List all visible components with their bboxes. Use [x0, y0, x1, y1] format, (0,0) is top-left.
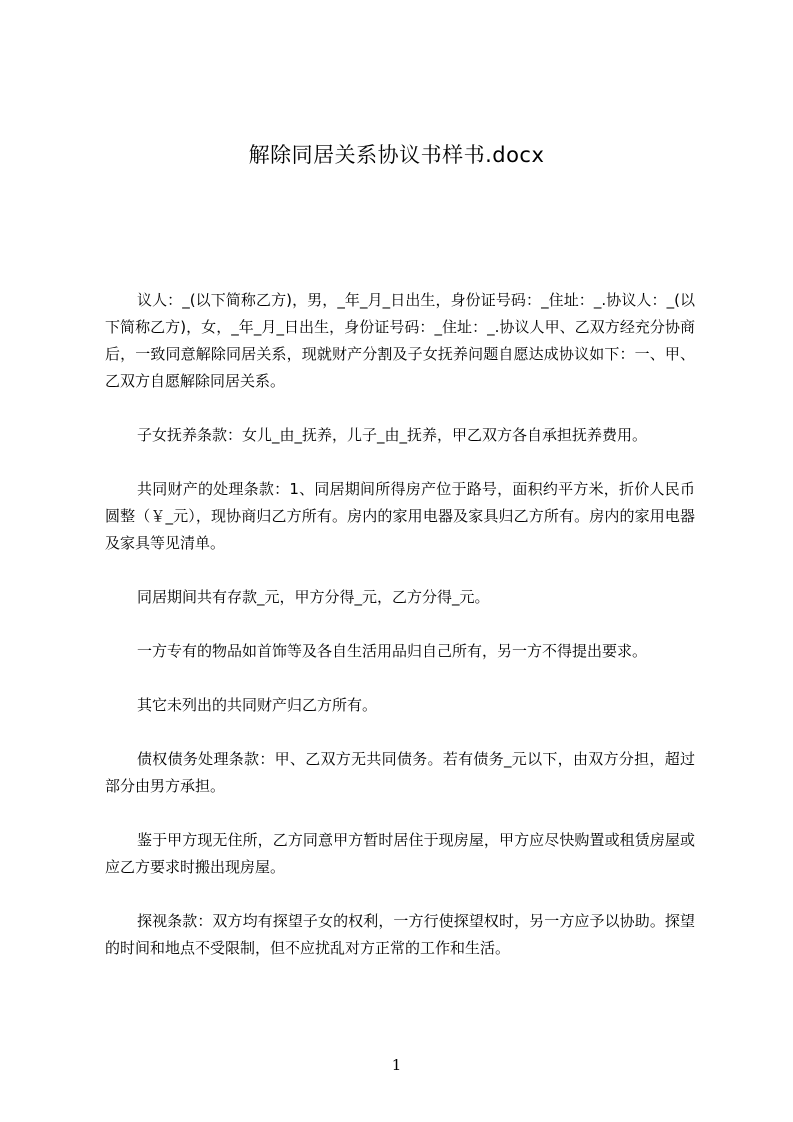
paragraph-residence: 鉴于甲方现无住所，乙方同意甲方暂时居住于现房屋，甲方应尽快购置或租赁房屋或应乙方要求时搬出现房屋。	[105, 831, 695, 876]
page-number: 1	[391, 1056, 402, 1074]
paragraph-child-custody: 子女抚养条款：女儿_由_抚养，儿子_由_抚养，甲乙双方各自承担抚养费用。	[137, 426, 648, 444]
paragraph-savings: 同居期间共有存款_元，甲方分得_元，乙方分得_元。	[137, 588, 490, 606]
paragraph-visitation: 探视条款：双方均有探望子女的权利，一方行使探望权时，另一方应予以协助。探望的时间和地点不受限制，但不应扰乱对方正常的工作和生活。	[105, 912, 695, 957]
paragraph-joint-property: 共同财产的处理条款：1、同居期间所得房产位于路号，面积约平方米，折价人民币圆整（￥_元），现协商归乙方所有。房内的家用电器及家具归乙方所有。房内的家用电器及家具等见清单。	[105, 480, 695, 552]
paragraph-debts: 债权债务处理条款：甲、乙双方无共同债务。若有债务_元以下，由双方分担，超过部分由男方承担。	[105, 750, 695, 795]
paragraph-personal-items: 一方专有的物品如首饰等及各自生活用品归自己所有，另一方不得提出要求。	[137, 642, 648, 660]
paragraph-other-property: 其它未列出的共同财产归乙方所有。	[137, 696, 378, 714]
paragraph-parties: 议人：_(以下简称乙方)，男，_年_月_日出生，身份证号码：_住址：_.协议人：_(以下简称乙方)，女，_年_月_日出生，身份证号码：_住址：_.协议人甲、乙双方经充分协商后，一致同意解除同居关系，现就财产分割及子女抚养问题自愿达成协议如下：一、甲、乙双方自愿解除同居关系。	[105, 291, 695, 390]
document-title: 解除同居关系协议书样书.docx	[248, 143, 545, 167]
document-body	[105, 287, 695, 989]
